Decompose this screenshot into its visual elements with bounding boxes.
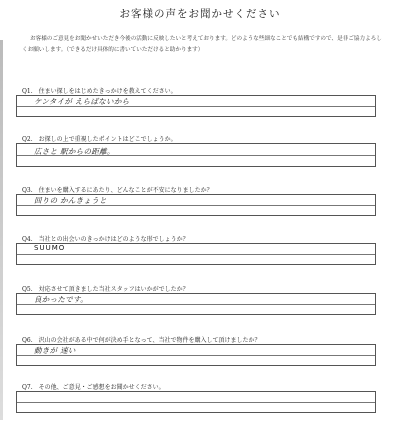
question-6-label: Q6. 沢山の会社がある中で何が決め手となって、当社で物件を購入して頂けましたか？ <box>22 337 261 344</box>
question-7-label: Q7. その他、ご意見・ご感想をお聞かせください。 <box>22 384 165 391</box>
answer-4-handwriting: SUUMO <box>34 244 66 252</box>
question-2-label: Q2. お探しの上で重視したポイントはどこでしょうか。 <box>22 136 177 143</box>
question-1-label: Q1. 住まい探しをはじめたきっかけを教えてください。 <box>22 88 177 95</box>
question-3-label: Q3. 住まいを購入するにあたり、どんなことが不安になりましたか？ <box>22 187 213 194</box>
answer-1-handwriting: ケンタイが えらばないから <box>34 97 130 106</box>
scan-edge-shadow <box>0 40 3 420</box>
intro-text: お客様のご意見をお聞かせいただき今後の活動に反映したいと考えております。どのような些細なことでも結構ですので、是非ご協力よろしくお願いします。（できるだけ具体的に書いていただけると助かります） <box>22 36 382 53</box>
answer-3-handwriting: 回りの かんきょうと <box>34 196 107 205</box>
answer-6-handwriting: 動きが 速い <box>34 346 76 355</box>
answer-box-7[interactable] <box>16 391 376 413</box>
question-4-label: Q4. 当社との出会いのきっかけはどのような形でしょうか？ <box>22 236 189 243</box>
page-title: お客様の声をお聞かせください <box>119 8 281 20</box>
answer-5-handwriting: 良かったです。 <box>34 295 88 304</box>
question-5-label: Q5. 対応させて頂きました当社スタッフはいかがでしたか？ <box>22 286 189 293</box>
answer-2-handwriting: 広さと 駅からの距離。 <box>34 147 115 156</box>
answer-box-4[interactable] <box>16 243 376 265</box>
